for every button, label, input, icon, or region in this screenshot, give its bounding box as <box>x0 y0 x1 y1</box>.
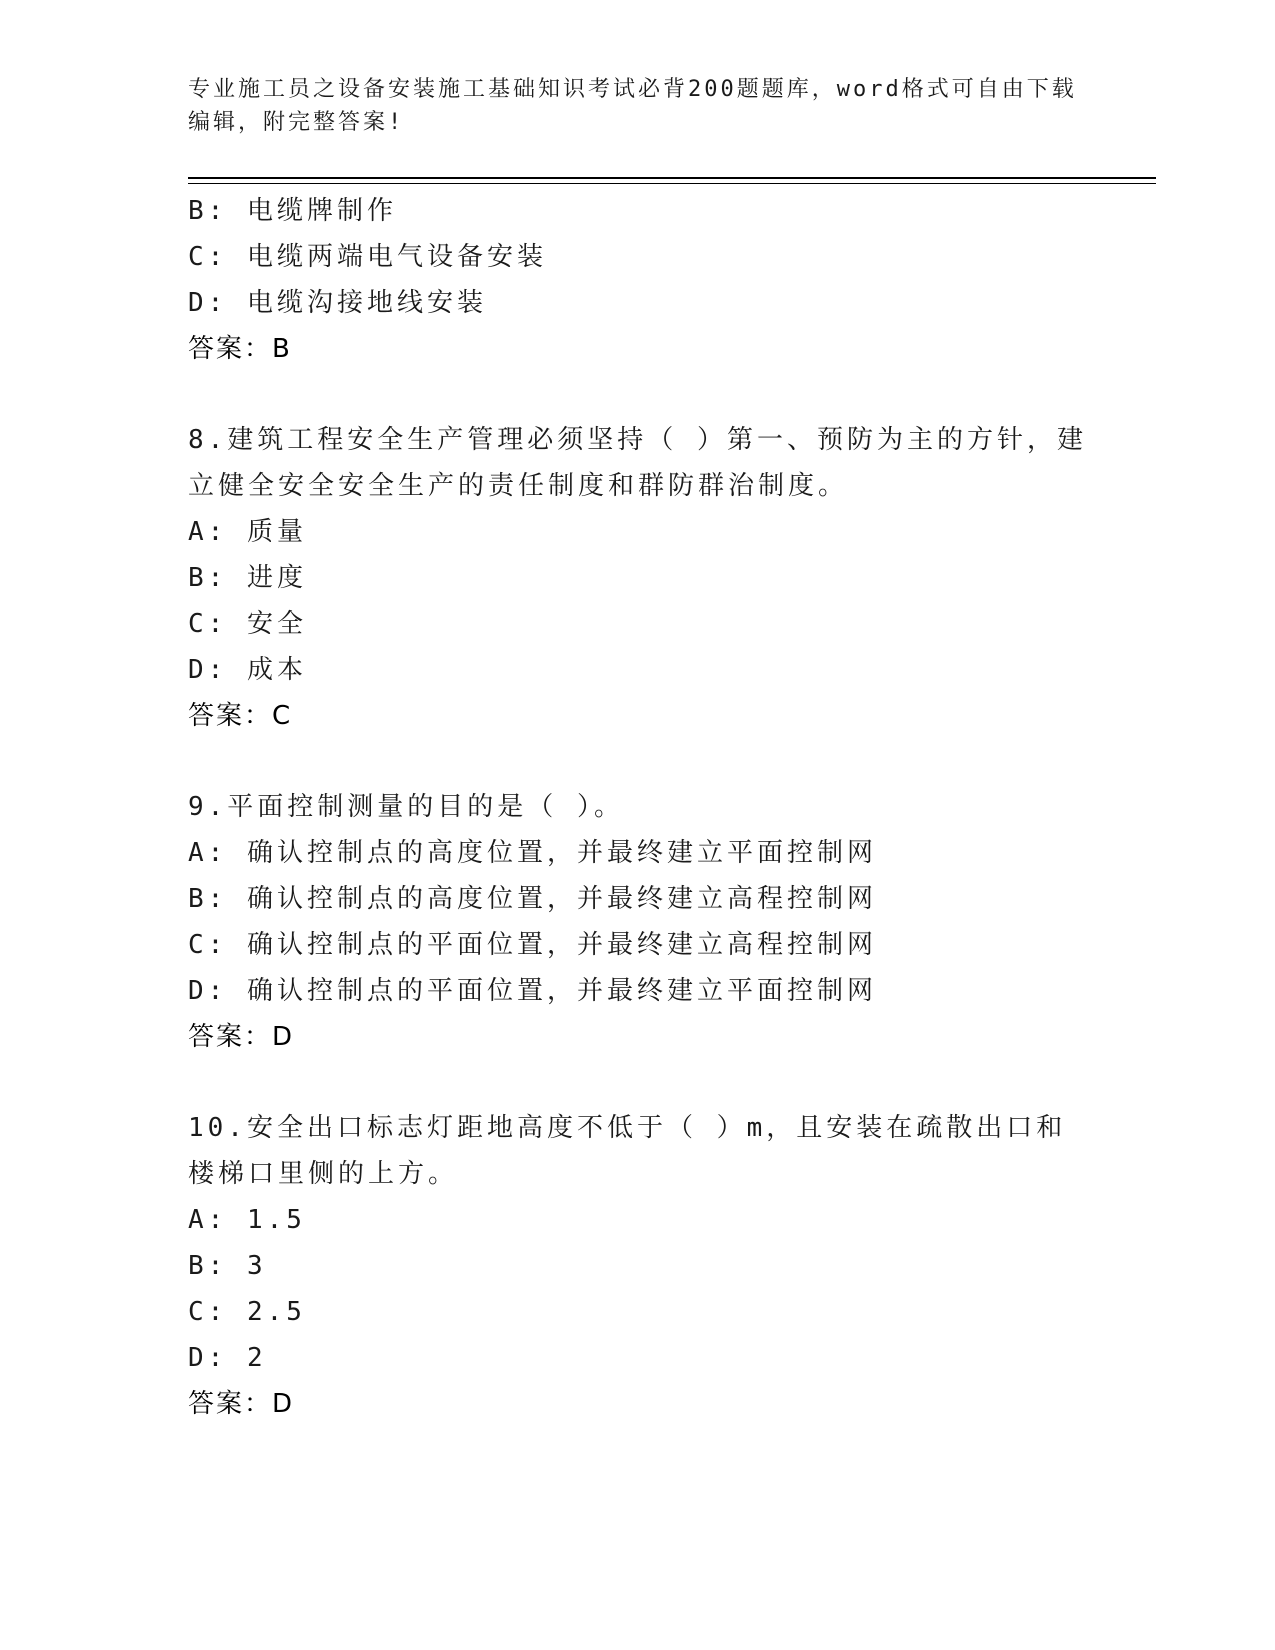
question-fragment <box>188 188 1088 372</box>
answer-line: 答案：C <box>188 701 293 731</box>
option-b: B: 3 <box>188 1251 267 1281</box>
option-c: C: 安全 <box>188 609 307 639</box>
option-c: C: 2.5 <box>188 1297 306 1327</box>
option-d: D: 确认控制点的平面位置，并最终建立平面控制网 <box>188 976 877 1006</box>
option-a: A: 质量 <box>188 517 307 547</box>
question-text: 8.建筑工程安全生产管理必须坚持（ ）第一、预防为主的方针，建立健全安全安全生产的责任制度和群防群治制度。 <box>188 425 1087 501</box>
header-divider-thin <box>188 183 1156 184</box>
option-c: C: 电缆两端电气设备安装 <box>188 242 547 272</box>
option-c: C: 确认控制点的平面位置，并最终建立高程控制网 <box>188 930 877 960</box>
option-b: B: 确认控制点的高度位置，并最终建立高程控制网 <box>188 884 877 914</box>
option-b: B: 电缆牌制作 <box>188 196 397 226</box>
question-8 <box>188 417 1088 739</box>
option-d: D: 2 <box>188 1343 267 1373</box>
option-a: A: 1.5 <box>188 1205 306 1235</box>
question-9 <box>188 784 1088 1060</box>
option-b: B: 进度 <box>188 563 307 593</box>
question-10 <box>188 1105 1088 1427</box>
answer-line: 答案：D <box>188 1022 295 1052</box>
document-header: 专业施工员之设备安装施工基础知识考试必背200题题库，word格式可自由下载编辑，附完整答案! <box>188 77 1077 135</box>
question-list <box>188 188 1088 1427</box>
question-text: 10.安全出口标志灯距地高度不低于（ ）m，且安装在疏散出口和楼梯口里侧的上方。 <box>188 1113 1067 1189</box>
option-a: A: 确认控制点的高度位置，并最终建立平面控制网 <box>188 838 877 868</box>
option-d: D: 电缆沟接地线安装 <box>188 288 487 318</box>
question-text: 9.平面控制测量的目的是（ ）。 <box>188 792 624 822</box>
header-divider-thick <box>188 177 1156 179</box>
answer-line: 答案：B <box>188 334 292 364</box>
answer-line: 答案：D <box>188 1389 295 1419</box>
option-d: D: 成本 <box>188 655 307 685</box>
